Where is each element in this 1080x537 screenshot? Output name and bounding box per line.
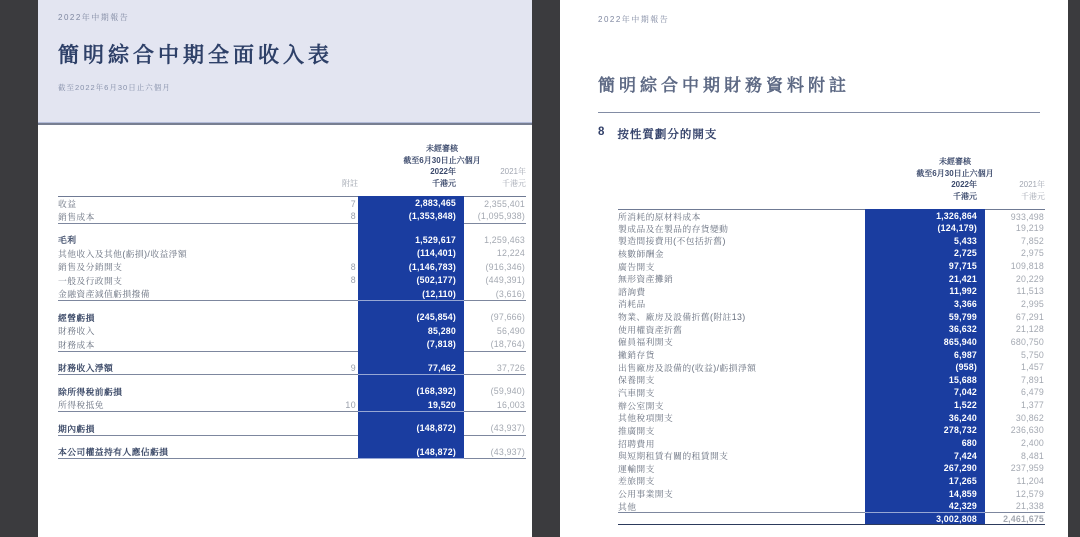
row-value-2021: 5,750	[1020, 349, 1044, 360]
row-note	[324, 311, 358, 325]
row-label	[58, 351, 324, 361]
row-value-2021	[464, 412, 526, 422]
row-label: 撇銷存貨	[618, 350, 655, 361]
row-value-2021: (3,616)	[464, 287, 526, 301]
table-row	[618, 247, 1045, 260]
section-title: 按性質劃分的開支	[617, 129, 718, 141]
table-row	[58, 422, 526, 436]
row-note	[324, 301, 358, 311]
row-value-2021: (449,391)	[485, 275, 525, 286]
table-spacer-row	[58, 223, 526, 233]
table-header	[58, 143, 526, 189]
row-value-2022: 680	[865, 437, 985, 450]
row-label: 一般及行政開支	[58, 275, 123, 286]
row-value-2022: 77,462	[358, 361, 464, 375]
header-period: 截至6月30日止六個月	[403, 155, 481, 165]
row-label: 財務收入淨額	[58, 361, 324, 375]
row-value-2022: 1,326,864	[865, 209, 985, 223]
row-value-2022	[358, 301, 464, 311]
table-row	[618, 424, 1045, 437]
row-label: 收益	[58, 196, 324, 210]
table-row	[58, 385, 526, 399]
row-note	[324, 385, 358, 399]
row-label: 經營虧損	[58, 312, 95, 323]
row-value-2022: 1,529,617	[358, 233, 464, 247]
row-value-2022: 21,421	[865, 272, 985, 285]
row-value-2022: 36,632	[865, 323, 985, 336]
row-value-2021: (43,937)	[464, 445, 526, 459]
page-header-band	[38, 0, 532, 123]
row-label: 金融資產減值虧損撥備	[58, 287, 324, 301]
row-value-2022	[358, 412, 464, 422]
row-value-2022: 3,002,808	[865, 512, 985, 525]
row-value-2021: 109,818	[1010, 261, 1044, 272]
row-value-2022: (1,146,783)	[358, 260, 464, 274]
row-label: 無形資產攤銷	[618, 274, 674, 285]
row-label: 其他	[618, 501, 637, 512]
row-value-2021: 237,959	[1010, 463, 1044, 474]
table-row	[58, 338, 526, 352]
row-value-2022: 267,290	[865, 462, 985, 475]
row-value-2022	[358, 351, 464, 361]
row-value-2021: 2,400	[1020, 438, 1044, 449]
row-note	[324, 287, 358, 301]
row-label: 期內虧損	[58, 422, 324, 436]
table-row	[58, 260, 526, 274]
document-page-right	[560, 0, 1068, 537]
row-label: 本公司權益持有人應佔虧損	[58, 445, 324, 459]
section-heading	[598, 126, 1040, 142]
row-value-2021: (1,095,938)	[464, 210, 526, 224]
row-note: 8	[350, 261, 356, 272]
row-value-2021: 1,259,463	[484, 234, 525, 245]
page-subtitle: 截至2022年6月30日止六個月	[58, 83, 171, 92]
row-value-2021: 19,219	[1015, 223, 1044, 234]
page-title: 簡明綜合中期財務資料附註	[598, 76, 850, 95]
row-label: 所得稅抵免	[58, 398, 324, 412]
header-notes: 附註	[342, 178, 358, 188]
row-label: 毛利	[58, 235, 77, 246]
row-label: 僱員福利開支	[618, 337, 674, 348]
header-unaudited: 未經審核	[939, 157, 971, 166]
row-value-2021	[464, 223, 526, 233]
row-label: 使用權資產折舊	[618, 324, 683, 335]
table-spacer-row	[58, 301, 526, 311]
table-row	[58, 445, 526, 459]
row-value-2021	[464, 435, 526, 445]
row-value-2022: 17,265	[865, 474, 985, 487]
row-value-2022	[358, 375, 464, 385]
table-spacer-row	[58, 435, 526, 445]
row-value-2021: 21,338	[1015, 501, 1044, 512]
table-row	[58, 361, 526, 375]
row-value-2022	[358, 223, 464, 233]
row-label: 財務成本	[58, 338, 324, 352]
row-value-2021: 8,481	[1020, 450, 1044, 461]
row-value-2022: 42,329	[865, 500, 985, 513]
row-value-2022: 59,799	[865, 310, 985, 323]
row-note	[324, 412, 358, 422]
table-row	[618, 272, 1045, 285]
row-value-2022: (7,818)	[358, 338, 464, 352]
row-label: 廣告開支	[618, 261, 655, 272]
report-label: 2022年中期報告	[58, 13, 130, 22]
page-title: 簡明綜合中期全面收入表	[58, 44, 333, 67]
row-value-2021: 1,377	[1020, 400, 1044, 411]
row-label: 製成品及在製品的存貨變動	[618, 223, 729, 234]
header-unit-2021: 千港元	[502, 178, 526, 188]
row-value-2022: 5,433	[865, 234, 985, 247]
row-value-2022: 15,688	[865, 373, 985, 386]
table-row	[618, 487, 1045, 500]
row-note	[324, 338, 358, 352]
row-value-2022: 6,987	[865, 348, 985, 361]
row-value-2021: (916,346)	[485, 261, 525, 272]
header-period: 截至6月30日止六個月	[916, 168, 994, 178]
table-header	[618, 156, 1045, 202]
table-row	[58, 274, 526, 288]
row-note	[324, 435, 358, 445]
row-note	[324, 445, 358, 459]
row-value-2022: (148,872)	[358, 422, 464, 436]
row-value-2022	[358, 435, 464, 445]
row-value-2021: 30,862	[1015, 412, 1044, 423]
row-value-2021: (18,764)	[464, 338, 526, 352]
table-row	[618, 361, 1045, 374]
row-value-2022: 97,715	[865, 260, 985, 273]
row-value-2021: 67,291	[1015, 311, 1044, 322]
row-label: 公用事業開支	[618, 489, 674, 500]
row-value-2021: 20,229	[1015, 273, 1044, 284]
row-note: 9	[324, 361, 358, 375]
header-year-2021: 2021年	[1019, 180, 1045, 189]
table-row	[618, 323, 1045, 336]
row-value-2022: (168,392)	[358, 385, 464, 399]
row-value-2021: 21,128	[1015, 324, 1044, 335]
table-row	[618, 373, 1045, 386]
table-row	[618, 310, 1045, 323]
row-value-2021: 6,479	[1020, 387, 1044, 398]
page-header	[560, 0, 1068, 113]
row-value-2022: 7,424	[865, 449, 985, 462]
row-value-2021: 12,579	[1015, 488, 1044, 499]
table-spacer-row	[58, 375, 526, 385]
row-value-2021	[464, 375, 526, 385]
row-note: 8	[324, 210, 358, 224]
row-label: 除所得稅前虧損	[58, 386, 123, 397]
table-row	[58, 233, 526, 247]
row-label: 差旅開支	[618, 476, 655, 487]
row-value-2021: 2,995	[1020, 298, 1044, 309]
table-row	[618, 209, 1045, 222]
row-label: 與短期租賃有關的租賃開支	[618, 451, 729, 462]
table-row	[58, 398, 526, 412]
row-note: 10	[324, 398, 358, 412]
row-value-2021: 56,490	[496, 325, 525, 336]
row-value-2022: (124,179)	[865, 222, 985, 235]
row-value-2021: (43,937)	[464, 422, 526, 436]
header-year-2022: 2022年	[430, 167, 456, 176]
row-label: 製造間接費用(不包括折舊)	[618, 236, 726, 247]
table-row	[58, 287, 526, 301]
row-value-2021: 2,975	[1020, 248, 1044, 259]
table-row	[58, 196, 526, 210]
row-value-2022: 11,992	[865, 285, 985, 298]
row-value-2021: (59,940)	[490, 386, 525, 397]
table-row	[58, 311, 526, 325]
table-row	[618, 437, 1045, 450]
header-unit-2022: 千港元	[432, 178, 456, 188]
row-label	[58, 223, 324, 233]
row-value-2022: 1,522	[865, 399, 985, 412]
row-note	[324, 247, 358, 261]
table-row	[618, 234, 1045, 247]
row-label: 銷售成本	[58, 210, 324, 224]
table-row	[618, 449, 1045, 462]
row-value-2021: 37,726	[464, 361, 526, 375]
row-label: 諮詢費	[618, 286, 646, 297]
row-label: 其他稅項開支	[618, 413, 674, 424]
row-value-2022: 85,280	[358, 324, 464, 338]
row-value-2022: (958)	[865, 361, 985, 374]
row-label: 運輸開支	[618, 463, 655, 474]
table-row	[618, 411, 1045, 424]
row-value-2022: 19,520	[358, 398, 464, 412]
table-rows	[618, 209, 1045, 525]
row-value-2022: 2,725	[865, 247, 985, 260]
header-unit-2022: 千港元	[953, 191, 977, 201]
row-label: 招聘費用	[618, 438, 655, 449]
row-note	[324, 422, 358, 436]
row-value-2021: 16,003	[464, 398, 526, 412]
row-value-2022: (148,872)	[358, 445, 464, 459]
row-value-2021: 7,891	[1020, 374, 1044, 385]
row-label: 汽車開支	[618, 387, 655, 398]
row-value-2022: (114,401)	[358, 247, 464, 261]
row-label	[618, 512, 865, 525]
row-label: 核數師酬金	[618, 248, 664, 259]
row-value-2021: 1,457	[1020, 362, 1044, 373]
row-value-2021: 11,513	[1016, 286, 1044, 297]
table-row	[618, 222, 1045, 235]
table-total-row	[618, 512, 1045, 525]
row-value-2022: 865,940	[865, 335, 985, 348]
row-value-2021	[464, 301, 526, 311]
row-label: 保養開支	[618, 375, 655, 386]
row-value-2022: 278,732	[865, 424, 985, 437]
row-value-2022: 2,883,465	[358, 196, 464, 210]
row-value-2021: (97,666)	[490, 312, 525, 323]
table-row	[618, 500, 1045, 513]
row-label	[58, 435, 324, 445]
row-label: 辦公室開支	[618, 400, 664, 411]
table-row	[618, 335, 1045, 348]
row-value-2021: 2,461,675	[985, 512, 1045, 525]
header-unaudited: 未經審核	[426, 144, 458, 153]
row-label	[58, 375, 324, 385]
table-row	[58, 324, 526, 338]
row-value-2021: 933,498	[985, 209, 1045, 223]
row-note	[324, 233, 358, 247]
table-row	[618, 348, 1045, 361]
row-value-2022: 14,859	[865, 487, 985, 500]
row-value-2022: 36,240	[865, 411, 985, 424]
header-unit-2021: 千港元	[1021, 191, 1045, 201]
row-label: 其他收入及其他(虧損)/收益淨額	[58, 248, 188, 259]
row-note	[324, 223, 358, 233]
row-note: 8	[350, 275, 356, 286]
row-note	[324, 375, 358, 385]
row-value-2022: 7,042	[865, 386, 985, 399]
row-label: 所消耗的原材料成本	[618, 209, 865, 223]
row-label: 推廣開支	[618, 425, 655, 436]
row-value-2021: 236,630	[1010, 425, 1044, 436]
table-row	[618, 474, 1045, 487]
row-value-2021: 7,852	[1020, 235, 1044, 246]
row-label: 消耗品	[618, 299, 646, 310]
row-value-2021: 2,355,401	[464, 196, 526, 210]
section-number: 8	[598, 126, 606, 138]
row-value-2021: 12,224	[496, 248, 525, 259]
row-value-2022: (12,110)	[358, 287, 464, 301]
table-rows	[58, 196, 526, 459]
table-row	[58, 247, 526, 261]
row-label: 物業、廠房及設備折舊(附註13)	[618, 312, 746, 323]
table-spacer-row	[58, 412, 526, 422]
table-row	[618, 386, 1045, 399]
row-label	[58, 412, 324, 422]
table-row	[618, 260, 1045, 273]
row-note	[324, 351, 358, 361]
row-value-2022: (1,353,848)	[358, 210, 464, 224]
table-spacer-row	[58, 351, 526, 361]
row-value-2021: 680,750	[1010, 336, 1044, 347]
table-row	[58, 210, 526, 224]
table-row	[618, 297, 1045, 310]
header-year-2022: 2022年	[951, 180, 977, 189]
row-note: 7	[324, 196, 358, 210]
row-note	[324, 324, 358, 338]
row-value-2022: 3,366	[865, 297, 985, 310]
income-statement-table	[58, 143, 526, 459]
row-label: 財務收入	[58, 326, 95, 337]
row-value-2021: 11,204	[1016, 475, 1044, 486]
table-row	[618, 399, 1045, 412]
row-value-2022: (502,177)	[358, 274, 464, 288]
expenses-by-nature-table	[618, 156, 1045, 525]
row-value-2022: (245,854)	[358, 311, 464, 325]
row-value-2021	[464, 351, 526, 361]
report-label: 2022年中期報告	[598, 15, 670, 24]
table-row	[618, 462, 1045, 475]
header-year-2021: 2021年	[500, 167, 526, 176]
document-page-left	[38, 0, 532, 537]
row-label: 銷售及分銷開支	[58, 262, 123, 273]
row-label: 出售廠房及設備的(收益)/虧損淨額	[618, 362, 757, 373]
table-row	[618, 285, 1045, 298]
row-label	[58, 301, 324, 311]
title-divider	[598, 112, 1040, 113]
